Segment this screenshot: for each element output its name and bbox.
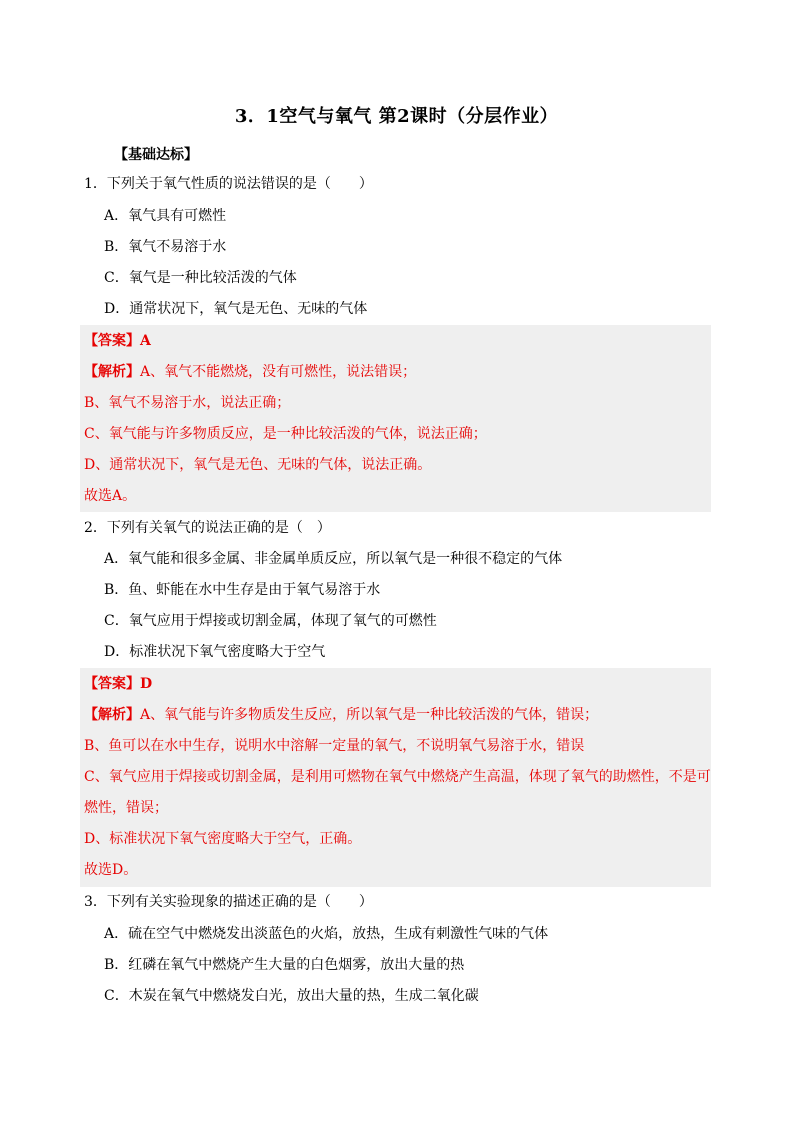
answer-label: 【答案】	[84, 676, 140, 692]
question-1-option-c: C．氧气是一种比较活泼的气体	[104, 270, 297, 286]
section-heading: 【基础达标】	[114, 147, 198, 163]
analysis-text: A、氧气不能燃烧，没有可燃性，说法错误；	[140, 364, 417, 380]
answer-label: 【答案】	[84, 333, 140, 349]
question-2-option-c: C．氧气应用于焊接或切割金属，体现了氧气的可燃性	[104, 613, 437, 629]
analysis-2-line-1	[84, 705, 598, 725]
question-1-option-b: B．氧气不易溶于水	[104, 239, 227, 255]
question-1-option-d: D．通常状况下，氧气是无色、无味的气体	[104, 301, 368, 317]
question-3-stem: 3．下列有关实验现象的描述正确的是（ ）	[84, 894, 373, 910]
question-2-option-a: A．氧气能和很多金属、非金属单质反应，所以氧气是一种很不稳定的气体	[104, 551, 563, 567]
question-3-option-b: B．红磷在氧气中燃烧产生大量的白色烟雾，放出大量的热	[104, 957, 465, 973]
answer-box-1	[80, 325, 711, 512]
question-2-option-b: B．鱼、虾能在水中生存是由于氧气易溶于水	[104, 582, 381, 598]
analysis-label: 【解析】	[84, 707, 140, 723]
question-3-option-c: C．木炭在氧气中燃烧发白光，放出大量的热，生成二氧化碳	[104, 988, 479, 1004]
answer-2	[84, 674, 152, 694]
analysis-2-line-6: 故选D。	[84, 862, 138, 878]
analysis-2-line-4: 燃性，错误；	[84, 800, 168, 816]
analysis-1-line-2: B、氧气不易溶于水，说法正确；	[84, 395, 291, 411]
question-1-option-a: A．氧气具有可燃性	[104, 208, 227, 224]
page-title: 3．1空气与氧气 第2课时（分层作业）	[234, 106, 559, 127]
question-3-option-a: A．硫在空气中燃烧发出淡蓝色的火焰，放热，生成有刺激性气味的气体	[104, 926, 549, 942]
analysis-1-line-5: 故选A。	[84, 488, 137, 504]
analysis-1-line-3: C、氧气能与许多物质反应，是一种比较活泼的气体，说法正确；	[84, 426, 487, 442]
answer-value: A	[140, 333, 151, 349]
answer-value: D	[140, 676, 153, 692]
question-2-option-d: D．标准状况下氧气密度略大于空气	[104, 644, 326, 660]
question-2-stem: 2．下列有关氧气的说法正确的是（ ）	[84, 520, 331, 536]
analysis-text: A、氧气能与许多物质发生反应，所以氧气是一种比较活泼的气体，错误；	[140, 707, 599, 723]
analysis-1-line-1	[84, 362, 416, 382]
question-1-stem: 1．下列关于氧气性质的说法错误的是（ ）	[84, 176, 373, 192]
analysis-2-line-2: B、鱼可以在水中生存，说明水中溶解一定量的氧气，不说明氧气易溶于水，错误	[84, 738, 585, 754]
analysis-2-line-5: D、标准状况下氧气密度略大于空气，正确。	[84, 831, 362, 847]
analysis-label: 【解析】	[84, 364, 140, 380]
analysis-1-line-4: D、通常状况下，氧气是无色、无味的气体，说法正确。	[84, 457, 432, 473]
answer-1	[84, 331, 151, 351]
analysis-2-line-3: C、氧气应用于焊接或切割金属，是利用可燃物在氧气中燃烧产生高温，体现了氧气的助燃性，不是可	[84, 769, 711, 785]
